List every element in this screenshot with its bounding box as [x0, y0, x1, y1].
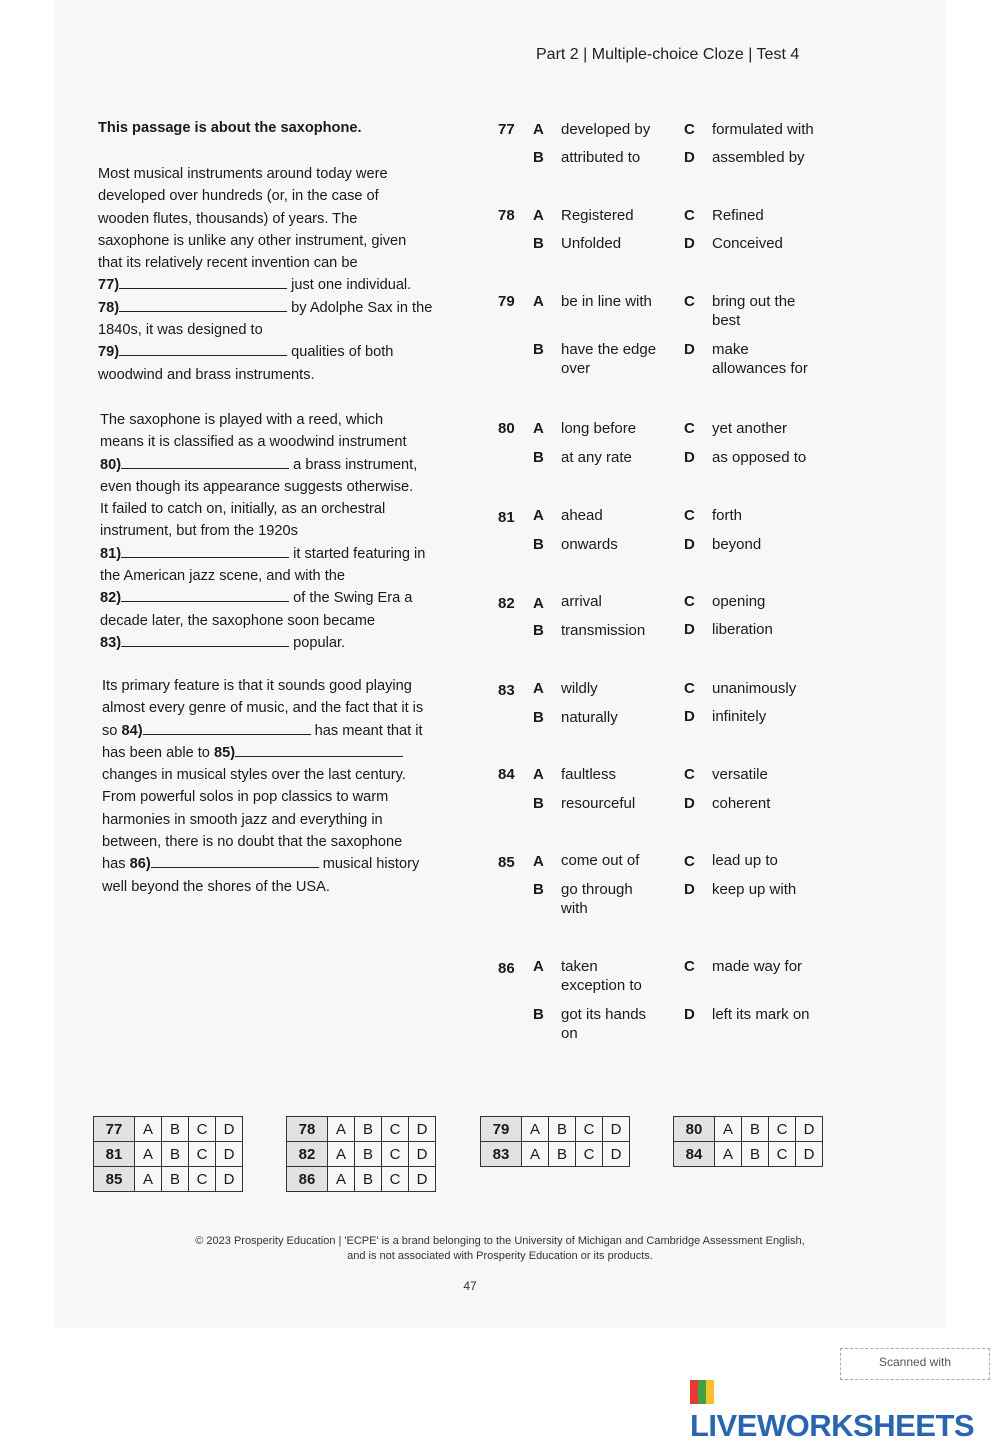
option-letter-d: D — [684, 235, 695, 252]
option-d[interactable]: beyond — [712, 536, 762, 553]
answer-row — [481, 1142, 630, 1167]
gap-label-85: 85) — [213, 744, 236, 761]
option-a[interactable]: faultless — [561, 766, 617, 783]
option-letter-c: C — [684, 593, 695, 610]
gap-label-86: 86) — [129, 856, 151, 873]
passage-line: 1840s, it was designed to — [98, 322, 263, 339]
gap-blank-77[interactable] — [119, 276, 287, 289]
option-letter-a: A — [533, 595, 544, 612]
answer-number: 81 — [94, 1142, 135, 1167]
option-letter-b: B — [533, 536, 544, 553]
option-letter-d: D — [684, 149, 695, 166]
liveworksheets-text: LIVEWORKSHEETS — [690, 1408, 975, 1443]
question-number: 78 — [498, 207, 515, 224]
question-number: 84 — [498, 766, 515, 783]
passage-text: has meant that it — [314, 722, 423, 739]
option-b[interactable]: Unfolded — [561, 235, 622, 252]
answer-row — [94, 1142, 243, 1167]
page-number: 47 — [463, 1279, 477, 1293]
answer-cell-d[interactable]: D — [796, 1117, 823, 1142]
answer-cell-d[interactable]: D — [603, 1142, 630, 1167]
gap-label-81: 81) — [100, 545, 122, 562]
gap-label-79: 79) — [98, 344, 120, 361]
option-letter-d: D — [684, 1006, 695, 1023]
passage-line: The saxophone is played with a reed, which — [100, 412, 384, 428]
question-number: 80 — [498, 420, 515, 437]
answer-row — [674, 1117, 823, 1142]
liveworksheets-icon — [690, 1380, 714, 1404]
passage-line: Its primary feature is that it sounds good playing — [102, 678, 412, 694]
answer-grid-2 — [286, 1116, 436, 1192]
passage-line: almost every genre of music, and the fact that it is — [102, 700, 424, 717]
answer-cell-c[interactable]: C — [382, 1117, 409, 1142]
page-header: Part 2 | Multiple-choice Cloze | Test 4 — [536, 46, 800, 63]
answer-cell-d[interactable]: D — [216, 1142, 243, 1167]
answer-cell-c[interactable]: C — [769, 1117, 796, 1142]
passage-line: It failed to catch on, initially, as an orchestral — [100, 501, 386, 518]
answer-cell-b[interactable]: B — [549, 1142, 576, 1167]
answer-cell-d[interactable]: D — [796, 1142, 823, 1167]
gap-blank-81[interactable] — [121, 545, 289, 558]
passage-text: qualities of both — [291, 344, 394, 361]
option-letter-b: B — [533, 1006, 544, 1023]
question-number: 77 — [498, 121, 515, 138]
answer-row — [287, 1117, 436, 1142]
option-c[interactable]: forth — [712, 507, 743, 524]
answer-grid-1 — [93, 1116, 243, 1192]
passage-line: changes in musical styles over the last century. — [102, 767, 406, 784]
gap-label-82: 82) — [100, 590, 122, 607]
option-letter-a: A — [533, 958, 544, 975]
passage-text: popular. — [293, 634, 346, 651]
question-number: 79 — [498, 293, 515, 310]
gap-label-80: 80) — [100, 456, 122, 473]
passage-paragraph-2 — [100, 409, 462, 654]
option-c[interactable]: made way for — [712, 958, 803, 975]
option-b[interactable]: have the edge over — [561, 341, 657, 377]
answer-cell-a[interactable]: A — [135, 1142, 162, 1167]
passage-text: musical history — [322, 856, 420, 873]
option-letter-d: D — [684, 449, 695, 466]
option-letter-d: D — [684, 795, 695, 812]
option-d[interactable]: liberation — [712, 621, 773, 638]
answer-cell-b[interactable]: B — [742, 1142, 769, 1167]
answer-cell-c[interactable]: C — [189, 1117, 216, 1142]
passage-line: instrument, but from the 1920s — [100, 523, 298, 540]
answer-cell-b[interactable]: B — [355, 1117, 382, 1142]
option-letter-c: C — [684, 853, 695, 870]
option-d[interactable]: Conceived — [712, 235, 783, 252]
answer-cell-d[interactable]: D — [216, 1167, 243, 1192]
answer-cell-a[interactable]: A — [522, 1117, 549, 1142]
option-letter-a: A — [533, 766, 544, 783]
passage — [98, 117, 460, 895]
passage-text: by Adolphe Sax in the — [291, 299, 433, 316]
answer-row — [287, 1167, 436, 1192]
option-d[interactable]: as opposed to — [712, 449, 807, 466]
option-letter-c: C — [684, 420, 695, 437]
gap-blank-82[interactable] — [121, 589, 289, 602]
option-letter-d: D — [684, 621, 695, 638]
option-c[interactable]: opening — [712, 593, 766, 610]
passage-line: between, there is no doubt that the saxophone — [102, 834, 403, 851]
option-letter-a: A — [533, 293, 544, 310]
option-d[interactable]: keep up with — [712, 881, 797, 898]
passage-title: This passage is about the saxophone. — [98, 120, 362, 136]
answer-cell-a[interactable]: A — [328, 1142, 355, 1167]
option-letter-d: D — [684, 881, 695, 898]
passage-line: means it is classified as a woodwind instrument — [100, 434, 407, 451]
passage-line: that its relatively recent invention can be — [98, 255, 358, 272]
option-a[interactable]: be in line with — [561, 293, 652, 310]
passage-line: the American jazz scene, and with the — [100, 568, 345, 585]
answer-number: 77 — [94, 1117, 135, 1142]
option-letter-a: A — [533, 507, 544, 524]
gap-label-78: 78) — [98, 299, 120, 316]
option-c[interactable]: yet another — [712, 420, 788, 437]
gap-label-84: 84) — [121, 722, 143, 739]
answer-cell-a[interactable]: A — [522, 1142, 549, 1167]
passage-text: so — [102, 722, 122, 739]
gap-blank-83[interactable] — [121, 634, 289, 647]
gap-label-83: 83) — [100, 634, 122, 651]
passage-line: harmonies in smooth jazz and everything in — [102, 811, 383, 828]
answer-cell-c[interactable]: C — [576, 1117, 603, 1142]
gap-blank-84[interactable] — [143, 722, 311, 735]
option-a[interactable]: Registered — [561, 207, 634, 224]
passage-line: even though its appearance suggests otherwise. — [100, 478, 414, 495]
answer-cell-c[interactable]: C — [382, 1142, 409, 1167]
option-letter-b: B — [533, 881, 544, 898]
answer-cell-d[interactable]: D — [409, 1167, 436, 1192]
option-d[interactable]: infinitely — [712, 708, 767, 725]
passage-line — [98, 341, 460, 363]
option-a[interactable]: taken exception to — [561, 958, 642, 994]
option-letter-c: C — [684, 958, 695, 975]
option-d[interactable]: assembled by — [712, 149, 805, 166]
option-a[interactable]: developed by — [561, 121, 651, 138]
option-c[interactable]: unanimously — [712, 680, 797, 697]
answer-row — [287, 1142, 436, 1167]
footer-line: © 2023 Prosperity Education | 'ECPE' is a brand belonging to the University of Michigan and Cambridge Assessment English, — [195, 1235, 805, 1247]
option-letter-b: B — [533, 341, 544, 358]
answer-number: 85 — [94, 1167, 135, 1192]
passage-line: decade later, the saxophone soon became — [100, 612, 376, 629]
answer-cell-d[interactable]: D — [216, 1117, 243, 1142]
answer-cell-b[interactable]: B — [162, 1167, 189, 1192]
question-number: 82 — [498, 595, 515, 612]
passage-text: it started featuring in — [293, 545, 426, 562]
answer-cell-a[interactable]: A — [328, 1167, 355, 1192]
option-a[interactable]: come out of — [561, 852, 640, 869]
answer-cell-a[interactable]: A — [135, 1167, 162, 1192]
answer-cell-a[interactable]: A — [715, 1142, 742, 1167]
passage-line — [100, 632, 462, 654]
passage-line: well beyond the shores of the USA. — [102, 878, 330, 895]
answer-cell-d[interactable]: D — [409, 1117, 436, 1142]
option-c[interactable]: versatile — [712, 766, 768, 783]
passage-line — [98, 274, 460, 296]
answer-cell-b[interactable]: B — [355, 1142, 382, 1167]
answer-grid-3 — [480, 1116, 630, 1167]
option-letter-a: A — [533, 853, 544, 870]
answer-number: 80 — [674, 1117, 715, 1142]
option-letter-b: B — [533, 622, 544, 639]
passage-text: has — [102, 856, 130, 873]
option-d[interactable]: left its mark on — [712, 1006, 810, 1023]
passage-line — [102, 720, 464, 742]
scanned-with-badge: Scanned with — [840, 1348, 990, 1380]
answer-cell-c[interactable]: C — [189, 1142, 216, 1167]
answer-cell-c[interactable]: C — [576, 1142, 603, 1167]
option-a[interactable]: wildly — [561, 680, 598, 697]
passage-line — [102, 853, 464, 875]
option-c[interactable]: Refined — [712, 207, 764, 224]
answer-number: 78 — [287, 1117, 328, 1142]
option-b[interactable]: go through with — [561, 881, 633, 917]
option-letter-c: C — [684, 680, 695, 697]
answer-cell-d[interactable]: D — [409, 1142, 436, 1167]
option-letter-a: A — [533, 420, 544, 437]
option-letter-a: A — [533, 680, 544, 697]
passage-text: of the Swing Era a — [293, 590, 413, 607]
question-number: 85 — [498, 854, 515, 871]
question-number: 81 — [498, 509, 515, 526]
option-letter-b: B — [533, 709, 544, 726]
passage-text: just one individual. — [291, 277, 412, 294]
answer-row — [674, 1142, 823, 1167]
passage-line: saxophone is unlike any other instrument, given — [98, 232, 407, 249]
answer-cell-b[interactable]: B — [742, 1117, 769, 1142]
option-a[interactable]: ahead — [561, 507, 603, 524]
gap-blank-79[interactable] — [119, 343, 287, 356]
answer-number: 82 — [287, 1142, 328, 1167]
question-number: 86 — [498, 960, 515, 977]
option-b[interactable]: onwards — [561, 536, 618, 553]
passage-line: woodwind and brass instruments. — [98, 366, 315, 383]
option-a[interactable]: arrival — [561, 593, 602, 610]
answer-cell-a[interactable]: A — [328, 1117, 355, 1142]
answer-number: 79 — [481, 1117, 522, 1142]
answer-number: 84 — [674, 1142, 715, 1167]
passage-line — [100, 543, 462, 565]
passage-line — [98, 297, 460, 319]
answer-cell-a[interactable]: A — [135, 1117, 162, 1142]
option-letter-c: C — [684, 766, 695, 783]
answer-row — [481, 1117, 630, 1142]
option-b[interactable]: naturally — [561, 709, 618, 726]
gap-label-77: 77) — [98, 277, 120, 294]
answer-cell-a[interactable]: A — [715, 1117, 742, 1142]
passage-line: Most musical instruments around today were — [98, 166, 388, 182]
option-b[interactable]: transmission — [561, 622, 646, 639]
option-letter-a: A — [533, 121, 544, 138]
option-letter-d: D — [684, 708, 695, 725]
option-letter-c: C — [684, 121, 695, 138]
answer-cell-b[interactable]: B — [549, 1117, 576, 1142]
passage-line — [102, 742, 464, 764]
option-letter-c: C — [684, 507, 695, 524]
option-letter-d: D — [684, 341, 695, 358]
passage-line — [100, 587, 462, 609]
answer-number: 83 — [481, 1142, 522, 1167]
answer-cell-b[interactable]: B — [355, 1167, 382, 1192]
gap-blank-85[interactable] — [235, 744, 403, 757]
answer-row — [94, 1117, 243, 1142]
option-a[interactable]: long before — [561, 420, 637, 437]
answer-cell-b[interactable]: B — [162, 1117, 189, 1142]
passage-line — [100, 454, 462, 476]
answer-cell-c[interactable]: C — [769, 1142, 796, 1167]
answer-number: 86 — [287, 1167, 328, 1192]
option-b[interactable]: resourceful — [561, 795, 636, 812]
answer-row — [94, 1167, 243, 1192]
option-letter-b: B — [533, 149, 544, 166]
option-d[interactable]: coherent — [712, 795, 771, 812]
footer-line: and is not associated with Prosperity Education or its products. — [347, 1250, 653, 1262]
option-b[interactable]: at any rate — [561, 449, 632, 466]
option-letter-c: C — [684, 293, 695, 310]
copyright-footer — [0, 1234, 1000, 1264]
gap-blank-86[interactable] — [151, 855, 319, 868]
option-letter-b: B — [533, 795, 544, 812]
option-letter-b: B — [533, 449, 544, 466]
answer-grid-4 — [673, 1116, 823, 1167]
question-number: 83 — [498, 682, 515, 699]
passage-line: developed over hundreds (or, in the case of — [98, 188, 379, 205]
answer-cell-b[interactable]: B — [162, 1142, 189, 1167]
passage-paragraph-1 — [98, 163, 460, 386]
option-letter-d: D — [684, 536, 695, 553]
passage-text: has been able to — [102, 744, 214, 761]
answer-cell-c[interactable]: C — [382, 1167, 409, 1192]
passage-paragraph-3 — [102, 675, 464, 898]
gap-blank-78[interactable] — [119, 299, 287, 312]
option-c[interactable]: lead up to — [712, 852, 778, 869]
option-letter-b: B — [533, 235, 544, 252]
liveworksheets-logo — [690, 1372, 1000, 1444]
option-letter-c: C — [684, 207, 695, 224]
passage-line: From powerful solos in pop classics to warm — [102, 789, 389, 806]
passage-line: wooden flutes, thousands) of years. The — [98, 210, 358, 227]
option-letter-a: A — [533, 207, 544, 224]
answer-cell-c[interactable]: C — [189, 1167, 216, 1192]
option-c[interactable]: bring out the best — [712, 293, 796, 329]
answer-cell-d[interactable]: D — [603, 1117, 630, 1142]
passage-text: a brass instrument, — [293, 456, 418, 473]
option-d[interactable]: make allowances for — [712, 341, 808, 377]
gap-blank-80[interactable] — [121, 456, 289, 469]
option-b[interactable]: got its hands on — [561, 1006, 647, 1042]
option-b[interactable]: attributed to — [561, 149, 641, 166]
option-c[interactable]: formulated with — [712, 121, 814, 138]
